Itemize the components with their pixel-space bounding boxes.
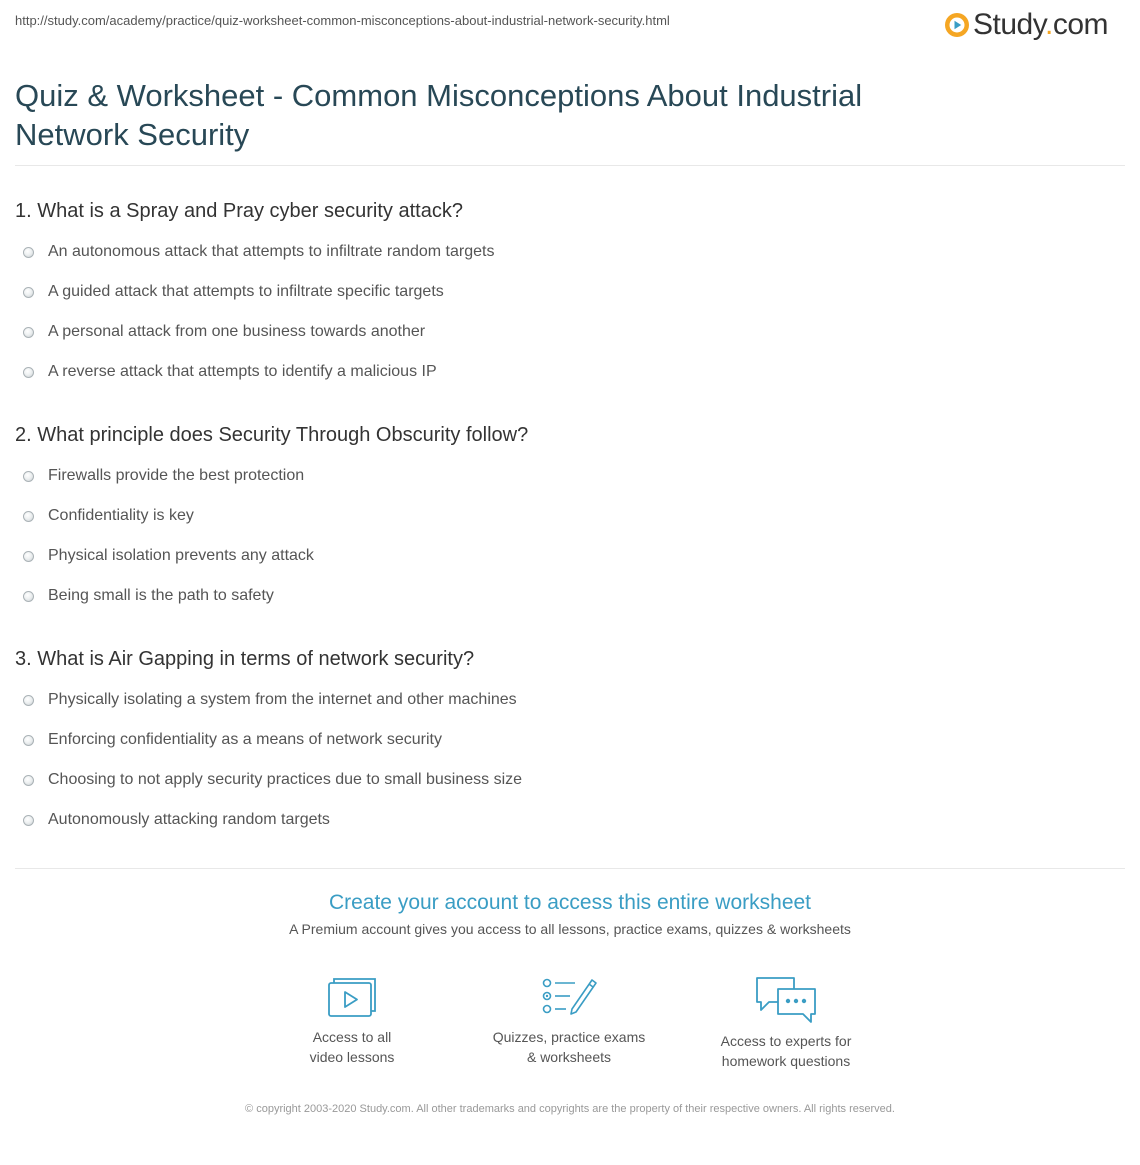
question-1-option-4[interactable]	[23, 361, 437, 383]
radio-button[interactable]	[23, 695, 34, 706]
option-label: Physical isolation prevents any attack	[48, 547, 314, 564]
video-lessons-icon	[326, 975, 378, 1019]
radio-button[interactable]	[23, 591, 34, 602]
question-2-option-2[interactable]	[23, 505, 194, 527]
option-label: Autonomously attacking random targets	[48, 811, 330, 828]
radio-button[interactable]	[23, 471, 34, 482]
question-3-option-3[interactable]	[23, 769, 522, 791]
quiz-checklist-icon	[540, 975, 598, 1019]
option-label: A guided attack that attempts to infiltrate specific targets	[48, 283, 444, 300]
radio-button[interactable]	[23, 735, 34, 746]
feature-experts	[696, 975, 876, 1071]
copyright-notice: © copyright 2003-2020 Study.com. All other trademarks and copyrights are the property of their respective owners. All rights reserved.	[245, 1103, 895, 1115]
radio-button[interactable]	[23, 815, 34, 826]
radio-button[interactable]	[23, 551, 34, 562]
question-3-option-1[interactable]	[23, 689, 517, 711]
option-label: A personal attack from one business towards another	[48, 323, 426, 340]
question-3-option-2[interactable]	[23, 729, 442, 751]
question-1-option-2[interactable]	[23, 281, 444, 303]
question-1-option-3[interactable]	[23, 321, 425, 343]
radio-button[interactable]	[23, 327, 34, 338]
radio-button[interactable]	[23, 367, 34, 378]
radio-button[interactable]	[23, 287, 34, 298]
page-url: http://study.com/academy/practice/quiz-worksheet-common-misconceptions-about-industrial-network-security.html	[15, 13, 670, 28]
feature-label: Quizzes, practice exams & worksheets	[492, 1029, 646, 1065]
option-label: Choosing to not apply security practices due to small business size	[48, 771, 523, 788]
option-label: Enforcing confidentiality as a means of network security	[48, 731, 442, 748]
cta-divider	[15, 868, 1125, 869]
option-label: A reverse attack that attempts to identify a malicious IP	[48, 363, 437, 380]
question-1: 1. What is a Spray and Pray cyber security attack?	[15, 200, 463, 222]
question-3: 3. What is Air Gapping in terms of network security?	[15, 648, 475, 670]
cta-subtitle: A Premium account gives you access to all lessons, practice exams, quizzes & worksheets	[289, 921, 851, 937]
study-logo[interactable]	[944, 8, 1108, 42]
feature-quizzes	[479, 975, 659, 1067]
question-2: 2. What principle does Security Through Obscurity follow?	[15, 424, 529, 446]
question-2-option-1[interactable]	[23, 465, 304, 487]
question-3-option-4[interactable]	[23, 809, 330, 831]
option-label: An autonomous attack that attempts to infiltrate random targets	[48, 243, 495, 260]
title-divider	[15, 165, 1125, 166]
feature-label: Access to experts for homework questions	[720, 1033, 852, 1069]
radio-button[interactable]	[23, 775, 34, 786]
option-label: Being small is the path to safety	[48, 587, 274, 604]
radio-button[interactable]	[23, 247, 34, 258]
question-2-option-3[interactable]	[23, 545, 314, 567]
chat-bubbles-icon	[754, 975, 818, 1023]
question-2-option-4[interactable]	[23, 585, 274, 607]
page-title: Quiz & Worksheet - Common Misconceptions About Industrial Network Security	[15, 78, 863, 152]
play-logo-icon	[944, 12, 970, 38]
create-account-link[interactable]: Create your account to access this entire worksheet	[328, 891, 812, 914]
question-1-option-1[interactable]	[23, 241, 494, 263]
option-label: Confidentiality is key	[48, 507, 194, 524]
option-label: Physically isolating a system from the internet and other machines	[48, 691, 517, 708]
option-label: Firewalls provide the best protection	[48, 467, 305, 484]
feature-video-lessons	[262, 975, 442, 1067]
logo-wordmark: Study.com	[973, 8, 1109, 41]
feature-label: Access to all video lessons	[309, 1029, 395, 1065]
radio-button[interactable]	[23, 511, 34, 522]
